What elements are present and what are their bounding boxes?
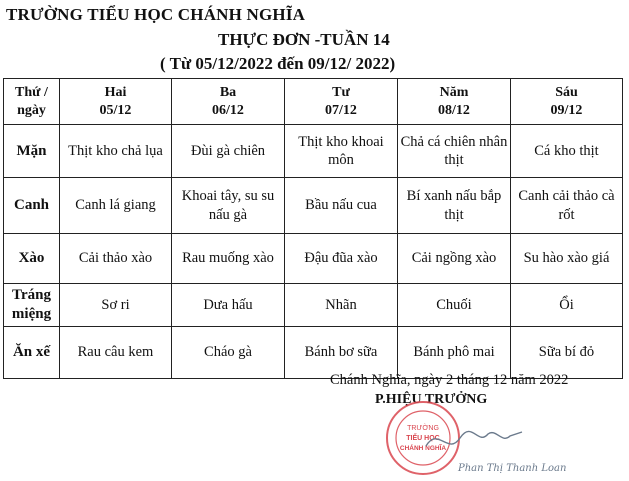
dish-cell: Sơ ri (60, 284, 172, 327)
dish-cell: Cháo gà (172, 327, 285, 379)
dish-cell: Cải ngồng xào (398, 234, 511, 284)
dish-cell: Khoai tây, su su nấu gà (172, 178, 285, 234)
day-header-mon: Hai 05/12 (60, 79, 172, 125)
stamp-line-3: CHÁNH NGHĨA (399, 445, 447, 452)
dish-cell: Rau câu kem (60, 327, 172, 379)
table-row (4, 178, 623, 234)
principal-title: P.HIỆU TRƯỞNG (375, 392, 488, 407)
week-range: ( Từ 05/12/2022 đến 09/12/ 2022) (160, 54, 396, 73)
menu-table (3, 78, 623, 379)
dish-cell: Chuối (398, 284, 511, 327)
day-header-fri: Sáu 09/12 (511, 79, 623, 125)
dish-cell: Canh lá giang (60, 178, 172, 234)
dish-cell: Sữa bí đỏ (511, 327, 623, 379)
dish-cell: Đậu đũa xào (285, 234, 398, 284)
dish-cell: Đùi gà chiên (172, 125, 285, 178)
dish-cell: Cá kho thịt (511, 125, 623, 178)
school-name: TRƯỜNG TIỂU HỌC CHÁNH NGHĨA (6, 5, 306, 24)
table-row (4, 284, 623, 327)
stamp-line-2: TIỂU HỌC (406, 435, 440, 442)
dish-cell: Canh cải thảo cà rốt (511, 178, 623, 234)
table-row (4, 234, 623, 284)
table-header-row (4, 79, 623, 125)
corner-header: Thứ / ngày (4, 79, 60, 125)
dish-cell: Dưa hấu (172, 284, 285, 327)
place-date: Chánh Nghĩa, ngày 2 tháng 12 năm 2022 (330, 372, 569, 388)
stamp-line-1: TRƯỜNG (407, 425, 439, 432)
dish-cell: Cải thảo xào (60, 234, 172, 284)
meal-label: Tráng miệng (4, 284, 60, 327)
dish-cell: Bánh phô mai (398, 327, 511, 379)
table-row (4, 327, 623, 379)
dish-cell: Thịt kho khoai môn (285, 125, 398, 178)
dish-cell: Bánh bơ sữa (285, 327, 398, 379)
dish-cell: Ổi (511, 284, 623, 327)
dish-cell: Nhãn (285, 284, 398, 327)
day-header-thu: Năm 08/12 (398, 79, 511, 125)
dish-cell: Su hào xào giá (511, 234, 623, 284)
day-header-wed: Tư 07/12 (285, 79, 398, 125)
meal-label: Xào (4, 234, 60, 284)
meal-label: Canh (4, 178, 60, 234)
dish-cell: Thịt kho chả lụa (60, 125, 172, 178)
day-header-tue: Ba 06/12 (172, 79, 285, 125)
table-row (4, 125, 623, 178)
meal-label: Ăn xế (4, 327, 60, 379)
dish-cell: Bí xanh nấu bắp thịt (398, 178, 511, 234)
menu-title: THỰC ĐƠN -TUẦN 14 (218, 30, 390, 49)
dish-cell: Bầu nấu cua (285, 178, 398, 234)
signature-scribble-icon (418, 416, 538, 466)
signer-name: Phan Thị Thanh Loan (458, 463, 567, 474)
dish-cell: Rau muống xào (172, 234, 285, 284)
dish-cell: Chả cá chiên nhân thịt (398, 125, 511, 178)
meal-label: Mặn (4, 125, 60, 178)
